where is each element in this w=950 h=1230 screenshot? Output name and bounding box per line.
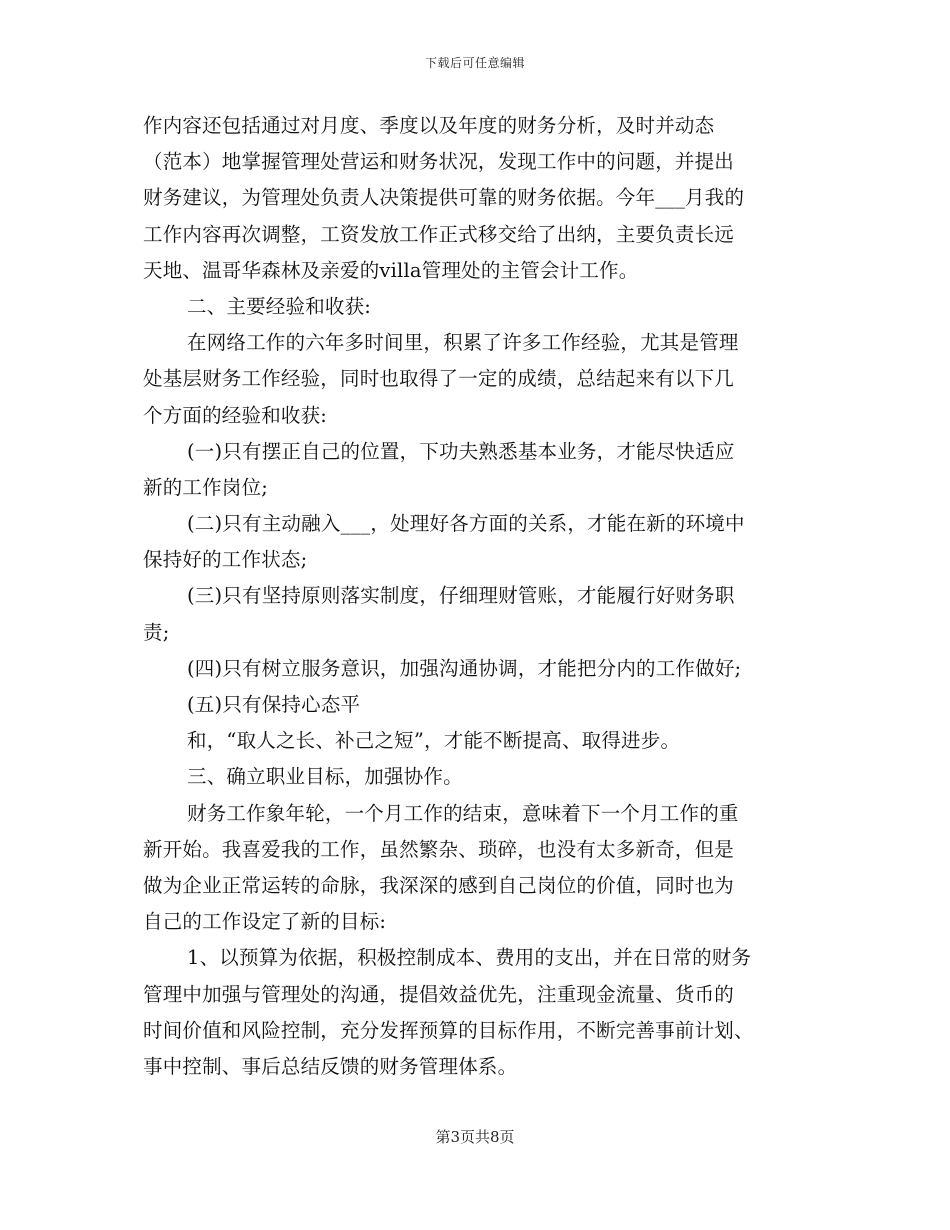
list-item: 1、以预算为依据，积极控制成本、费用的支出，并在日常的财务 (187, 946, 752, 970)
list-item: (三)只有坚持原则落实制度，仔细理财管账，才能履行好财务职 (187, 584, 735, 608)
text-line: 处基层财务工作经验，同时也取得了一定的成绩，总结起来有以下几 (143, 367, 735, 391)
text-line: 自己的工作设定了新的目标: (143, 910, 387, 934)
text-line: 个方面的经验和收获: (143, 403, 328, 427)
text-line: 责; (143, 620, 170, 644)
text-line: （范本）地掌握管理处营运和财务状况，发现工作中的问题，并提出 (143, 150, 735, 174)
text-line: 财务建议，为管理处负责人决策提供可靠的财务依据。今年___月我的 (143, 186, 745, 210)
list-item: (五)只有保持心态平 (187, 693, 361, 716)
page-number: 第3页共8页 (435, 1128, 515, 1146)
section-heading: 三、确立职业目标，加强协作。 (187, 765, 463, 789)
text-line: 保持好的工作状态; (143, 548, 308, 572)
text-line: 新的工作岗位; (143, 475, 268, 499)
text-line: 新开始。我喜爱我的工作，虽然繁杂、琐碎，也没有太多新奇，但是 (143, 837, 735, 861)
section-heading: 二、主要经验和收获: (187, 294, 372, 318)
text-line: 事中控制、事后总结反馈的财务管理体系。 (143, 1054, 518, 1078)
text-line: 财务工作象年轮，一个月工作的结束，意味着下一个月工作的重 (187, 801, 739, 825)
page-header: 下载后可任意编辑 (424, 56, 525, 70)
list-item: (四)只有树立服务意识，加强沟通协调，才能把分内的工作做好; (187, 656, 742, 680)
text-line: 时间价值和风险控制，充分发挥预算的目标作用，不断完善事前计划、 (143, 1018, 754, 1042)
text-line: 做为企业正常运转的命脉，我深深的感到自己岗位的价值，同时也为 (143, 873, 735, 897)
text-line: 作内容还包括通过对月度、季度以及年度的财务分析，及时并动态 (143, 114, 715, 137)
list-item: (一)只有摆正自己的位置，下功夫熟悉基本业务，才能尽快适应 (187, 439, 735, 463)
text-line: 在网络工作的六年多时间里，积累了许多工作经验，尤其是管理 (187, 331, 739, 355)
text-line: 和，“取人之长、补己之短”，才能不断提高、取得进步。 (187, 729, 681, 753)
document-body (143, 108, 808, 1085)
list-item: (二)只有主动融入___，处理好各方面的关系，才能在新的环境中 (187, 512, 745, 536)
text-line: 管理中加强与管理处的沟通，提倡效益优先，注重现金流量、货币的 (143, 982, 735, 1006)
text-line: 天地、温哥华森林及亲爱的villa管理处的主管会计工作。 (143, 258, 639, 282)
text-line: 工作内容再次调整，工资发放工作正式移交给了出纳，主要负责长远 (143, 222, 735, 246)
